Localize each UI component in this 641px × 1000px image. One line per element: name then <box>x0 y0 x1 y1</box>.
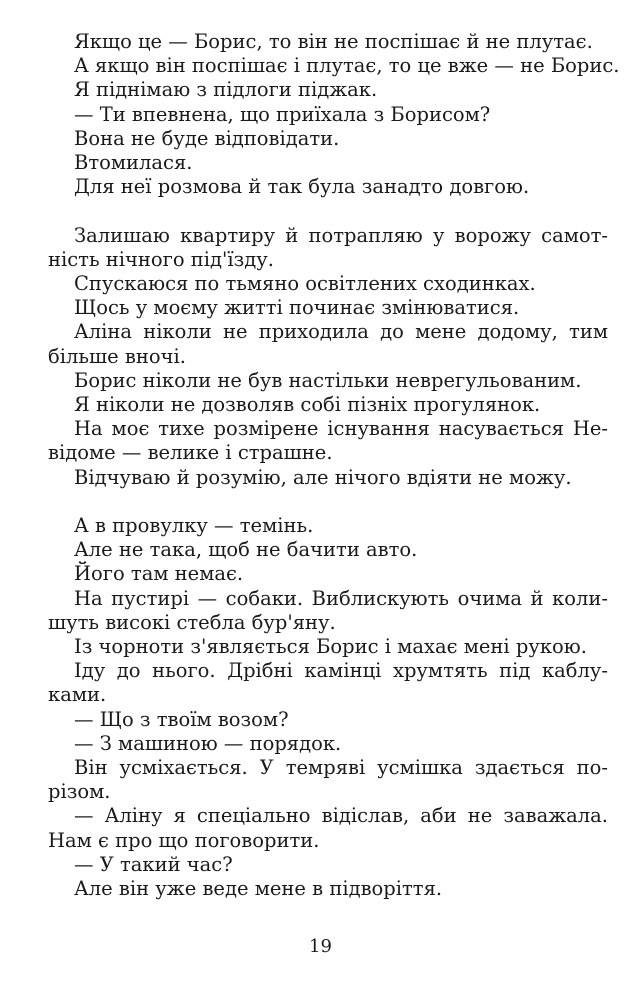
paragraph <box>48 272 608 296</box>
paragraph <box>48 756 608 804</box>
book-page <box>48 30 620 901</box>
text-line: Із чорноти з'являється Борис і махає мені рукою. <box>74 635 587 659</box>
text-line: — У такий час? <box>74 852 233 876</box>
text-line: ність нічного під'їзду. <box>48 247 274 271</box>
text-line: Його там немає. <box>74 562 244 586</box>
section-3 <box>48 514 608 901</box>
text-line: Вона не буде відповідати. <box>74 126 340 150</box>
text-line: ками. <box>48 683 107 707</box>
paragraph <box>48 175 608 199</box>
text-line: Для неї розмова й так була занадто довгою. <box>74 175 530 199</box>
text-line: — Ти впевнена, що приїхала з Борисом? <box>74 102 491 126</box>
section-gap <box>48 199 608 223</box>
paragraph <box>48 514 608 538</box>
text-line: шуть високі стебла бур'яну. <box>48 610 336 634</box>
text-line: Іду до нього. Дрібні камінці хрумтять під каблу- <box>74 659 608 683</box>
paragraph <box>48 417 608 465</box>
paragraph <box>48 78 608 102</box>
paragraph <box>48 853 608 877</box>
text-line: Він усміхається. У темряві усмішка здається по- <box>74 756 608 780</box>
paragraph <box>48 103 608 127</box>
text-line: Нам є про що поговорити. <box>48 828 320 852</box>
paragraph <box>48 369 608 393</box>
text-line: Залишаю квартиру й потрапляю у ворожу самот- <box>74 223 608 247</box>
paragraph <box>48 54 620 78</box>
text-line: Щось у моєму житті починає змінюватися. <box>74 296 520 320</box>
paragraph <box>48 562 608 586</box>
text-line: більше вночі. <box>48 344 186 368</box>
section-gap <box>48 490 608 514</box>
text-line: Втомилася. <box>74 151 193 175</box>
paragraph <box>48 393 608 417</box>
text-line: А в провулку — темінь. <box>74 514 314 538</box>
text-line: На моє тихе розмірене існування насувається Не- <box>74 417 608 441</box>
text-line: відоме — велике і страшне. <box>48 441 333 465</box>
text-line: Але він уже веде мене в підворіття. <box>74 877 443 901</box>
text-line: — Що з твоїм возом? <box>74 707 289 731</box>
section-2 <box>48 224 608 490</box>
text-line: Я ніколи не дозволяв собі пізніх прогулянок. <box>74 393 541 417</box>
text-line: Відчуваю й розумію, але нічого вдіяти не можу. <box>74 465 572 489</box>
text-line: — Аліну я спеціально відіслав, аби не заважала. <box>74 804 608 828</box>
text-line: різом. <box>48 780 111 804</box>
paragraph <box>48 804 608 852</box>
paragraph <box>48 708 608 732</box>
text-line: Аліна ніколи не приходила до мене додому, тим <box>74 320 608 344</box>
text-line: Спускаюся по тьмяно освітлених сходинках. <box>74 272 536 296</box>
paragraph <box>48 587 608 635</box>
paragraph <box>48 151 608 175</box>
text-line: — З машиною — порядок. <box>74 731 342 755</box>
text-line: Я піднімаю з підлоги піджак. <box>74 78 378 102</box>
paragraph <box>48 877 608 901</box>
paragraph <box>48 538 608 562</box>
text-line: Якщо це — Борис, то він не поспішає й не плутає. <box>74 30 593 53</box>
text-line: На пустирі — собаки. Виблискують очима й коли- <box>74 586 608 610</box>
paragraph <box>48 635 608 659</box>
paragraph <box>48 30 608 54</box>
paragraph <box>48 659 608 707</box>
paragraph <box>48 224 608 272</box>
paragraph <box>48 732 608 756</box>
paragraph <box>48 127 608 151</box>
text-line: А якщо він поспішає і плутає, то це вже — не Борис. <box>74 54 620 78</box>
text-line: Але не така, щоб не бачити авто. <box>74 538 418 562</box>
paragraph <box>48 320 608 368</box>
paragraph <box>48 296 608 320</box>
section-1 <box>48 30 620 199</box>
text-line: Борис ніколи не був настільки неврегульованим. <box>74 368 582 392</box>
paragraph <box>48 466 608 490</box>
page-number: 19 <box>309 936 332 957</box>
